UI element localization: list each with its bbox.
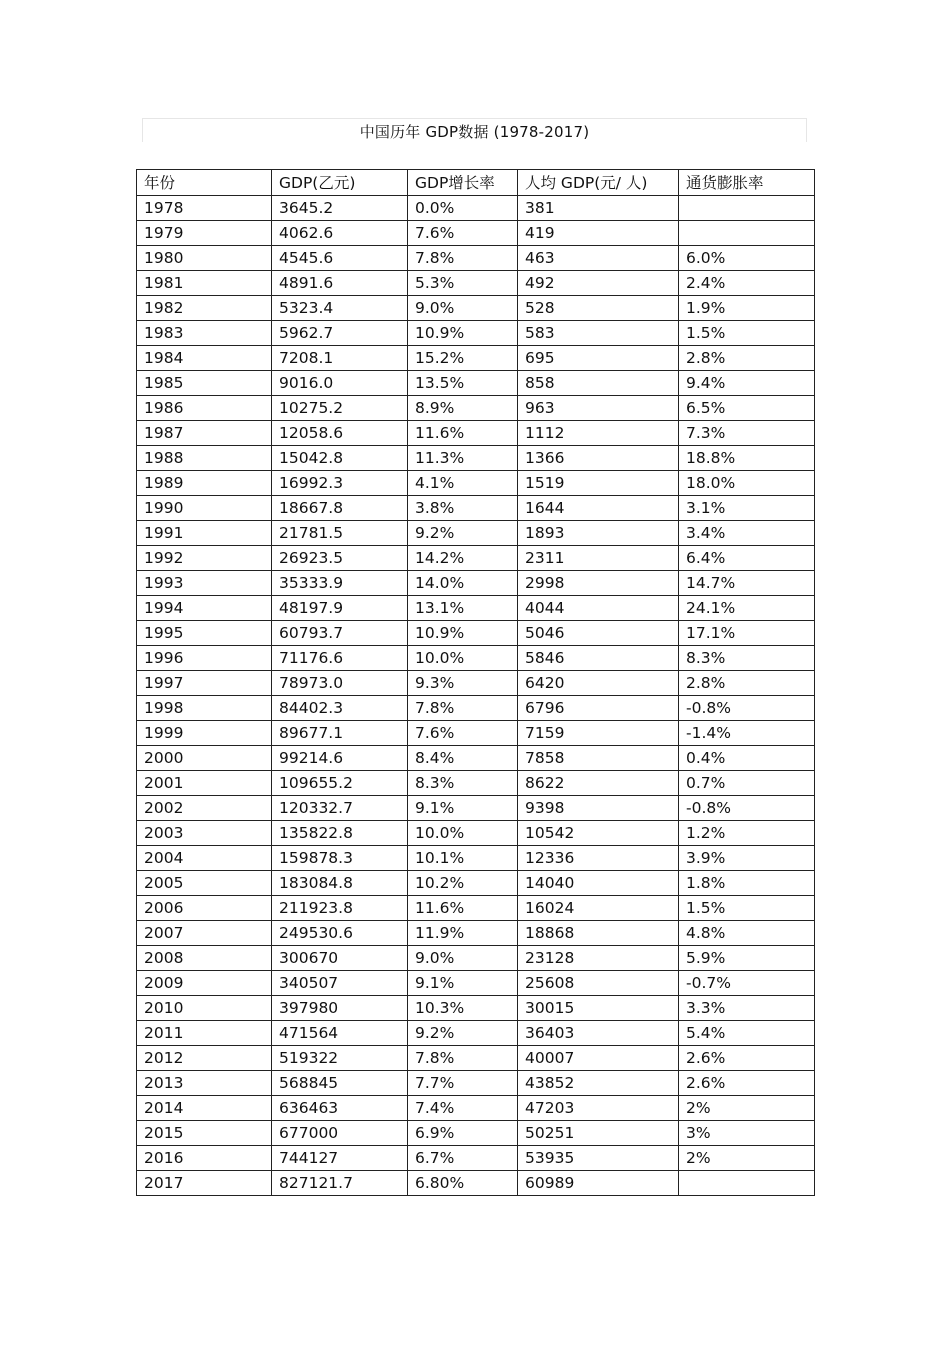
cell-gdp-per-capita: 1893 — [518, 521, 679, 546]
cell-year: 2001 — [137, 771, 272, 796]
cell-year: 2014 — [137, 1096, 272, 1121]
table-row — [137, 546, 815, 571]
cell-gdp-per-capita: 583 — [518, 321, 679, 346]
cell-year: 1996 — [137, 646, 272, 671]
cell-year: 1995 — [137, 621, 272, 646]
cell-gdp: 300670 — [272, 946, 408, 971]
cell-gdp-growth: 7.6% — [408, 721, 518, 746]
cell-year: 1998 — [137, 696, 272, 721]
cell-gdp-per-capita: 30015 — [518, 996, 679, 1021]
cell-gdp-per-capita: 7858 — [518, 746, 679, 771]
cell-gdp: 99214.6 — [272, 746, 408, 771]
cell-inflation: 9.4% — [679, 371, 815, 396]
cell-gdp-growth: 11.6% — [408, 896, 518, 921]
cell-gdp-growth: 4.1% — [408, 471, 518, 496]
cell-gdp: 15042.8 — [272, 446, 408, 471]
table-row — [137, 1046, 815, 1071]
cell-gdp: 26923.5 — [272, 546, 408, 571]
cell-gdp: 109655.2 — [272, 771, 408, 796]
cell-gdp-growth: 9.2% — [408, 521, 518, 546]
cell-inflation: 6.0% — [679, 246, 815, 271]
cell-year: 2004 — [137, 846, 272, 871]
cell-gdp-growth: 10.3% — [408, 996, 518, 1021]
cell-inflation: 14.7% — [679, 571, 815, 596]
table-row — [137, 221, 815, 246]
cell-gdp: 4062.6 — [272, 221, 408, 246]
cell-gdp-growth: 10.2% — [408, 871, 518, 896]
cell-year: 2011 — [137, 1021, 272, 1046]
table-row — [137, 571, 815, 596]
cell-gdp-per-capita: 1644 — [518, 496, 679, 521]
page-title: 中国历年 GDP数据 (1978-2017) — [359, 123, 590, 141]
cell-inflation: 2.6% — [679, 1046, 815, 1071]
header-gdp-growth: GDP增长率 — [408, 170, 518, 196]
cell-gdp-growth: 13.5% — [408, 371, 518, 396]
cell-year: 1984 — [137, 346, 272, 371]
table-row — [137, 296, 815, 321]
table-row — [137, 1071, 815, 1096]
cell-gdp-growth: 14.2% — [408, 546, 518, 571]
cell-year: 1993 — [137, 571, 272, 596]
cell-inflation: 1.5% — [679, 321, 815, 346]
cell-gdp-per-capita: 6796 — [518, 696, 679, 721]
cell-gdp-growth: 9.0% — [408, 946, 518, 971]
cell-gdp: 397980 — [272, 996, 408, 1021]
table-row — [137, 771, 815, 796]
header-inflation: 通货膨胀率 — [679, 170, 815, 196]
cell-gdp: 60793.7 — [272, 621, 408, 646]
cell-year: 1982 — [137, 296, 272, 321]
cell-inflation — [679, 196, 815, 221]
table-row — [137, 896, 815, 921]
cell-gdp-per-capita: 47203 — [518, 1096, 679, 1121]
cell-gdp: 4545.6 — [272, 246, 408, 271]
cell-gdp-per-capita: 14040 — [518, 871, 679, 896]
cell-gdp-per-capita: 695 — [518, 346, 679, 371]
cell-gdp-growth: 7.8% — [408, 696, 518, 721]
cell-inflation: 1.9% — [679, 296, 815, 321]
cell-gdp: 677000 — [272, 1121, 408, 1146]
cell-gdp: 471564 — [272, 1021, 408, 1046]
cell-gdp: 744127 — [272, 1146, 408, 1171]
cell-gdp-growth: 9.1% — [408, 796, 518, 821]
cell-inflation: 3.3% — [679, 996, 815, 1021]
cell-gdp-growth: 10.0% — [408, 821, 518, 846]
cell-year: 1990 — [137, 496, 272, 521]
table-row — [137, 471, 815, 496]
cell-year: 1987 — [137, 421, 272, 446]
cell-gdp-per-capita: 5046 — [518, 621, 679, 646]
header-gdp: GDP(乙元) — [272, 170, 408, 196]
cell-year: 2013 — [137, 1071, 272, 1096]
cell-gdp-growth: 10.0% — [408, 646, 518, 671]
table-row — [137, 721, 815, 746]
cell-year: 1986 — [137, 396, 272, 421]
cell-gdp-per-capita: 18868 — [518, 921, 679, 946]
cell-inflation: -1.4% — [679, 721, 815, 746]
table-row — [137, 596, 815, 621]
cell-gdp-per-capita: 36403 — [518, 1021, 679, 1046]
cell-gdp-per-capita: 2998 — [518, 571, 679, 596]
cell-gdp: 71176.6 — [272, 646, 408, 671]
cell-inflation: 18.0% — [679, 471, 815, 496]
cell-gdp-growth: 5.3% — [408, 271, 518, 296]
cell-gdp: 84402.3 — [272, 696, 408, 721]
table-row — [137, 846, 815, 871]
cell-inflation: 18.8% — [679, 446, 815, 471]
cell-gdp: 10275.2 — [272, 396, 408, 421]
cell-inflation: 17.1% — [679, 621, 815, 646]
table-row — [137, 421, 815, 446]
cell-inflation: 2.6% — [679, 1071, 815, 1096]
cell-gdp: 18667.8 — [272, 496, 408, 521]
title-box — [142, 118, 807, 142]
cell-gdp-growth: 6.80% — [408, 1171, 518, 1196]
cell-gdp: 12058.6 — [272, 421, 408, 446]
cell-inflation: 1.5% — [679, 896, 815, 921]
cell-year: 2002 — [137, 796, 272, 821]
table-row — [137, 1021, 815, 1046]
cell-inflation: 6.5% — [679, 396, 815, 421]
table-row — [137, 621, 815, 646]
cell-inflation — [679, 221, 815, 246]
cell-gdp-growth: 7.7% — [408, 1071, 518, 1096]
table-row — [137, 346, 815, 371]
cell-year: 1980 — [137, 246, 272, 271]
cell-year: 2003 — [137, 821, 272, 846]
cell-inflation: 3.1% — [679, 496, 815, 521]
cell-gdp-growth: 7.4% — [408, 1096, 518, 1121]
cell-year: 1985 — [137, 371, 272, 396]
cell-gdp-growth: 11.6% — [408, 421, 518, 446]
cell-gdp-per-capita: 528 — [518, 296, 679, 321]
cell-gdp: 340507 — [272, 971, 408, 996]
cell-gdp-growth: 7.8% — [408, 246, 518, 271]
cell-gdp-growth: 10.1% — [408, 846, 518, 871]
table-row — [137, 996, 815, 1021]
cell-gdp: 519322 — [272, 1046, 408, 1071]
table-row — [137, 1171, 815, 1196]
cell-gdp: 568845 — [272, 1071, 408, 1096]
cell-gdp-growth: 10.9% — [408, 621, 518, 646]
cell-inflation: 3.9% — [679, 846, 815, 871]
cell-inflation: 0.4% — [679, 746, 815, 771]
cell-inflation: 7.3% — [679, 421, 815, 446]
cell-gdp-per-capita: 5846 — [518, 646, 679, 671]
cell-inflation: 3% — [679, 1121, 815, 1146]
cell-gdp-growth: 9.0% — [408, 296, 518, 321]
cell-year: 2016 — [137, 1146, 272, 1171]
cell-gdp: 120332.7 — [272, 796, 408, 821]
cell-gdp-per-capita: 10542 — [518, 821, 679, 846]
cell-gdp-growth: 0.0% — [408, 196, 518, 221]
table-row — [137, 971, 815, 996]
cell-inflation: 2.8% — [679, 346, 815, 371]
table-row — [137, 796, 815, 821]
cell-inflation: -0.8% — [679, 696, 815, 721]
cell-gdp-growth: 9.3% — [408, 671, 518, 696]
table-row — [137, 696, 815, 721]
cell-gdp-growth: 8.4% — [408, 746, 518, 771]
cell-gdp-growth: 13.1% — [408, 596, 518, 621]
cell-gdp-per-capita: 492 — [518, 271, 679, 296]
cell-gdp: 3645.2 — [272, 196, 408, 221]
cell-gdp-per-capita: 4044 — [518, 596, 679, 621]
cell-inflation: 4.8% — [679, 921, 815, 946]
table-row — [137, 496, 815, 521]
table-row — [137, 1096, 815, 1121]
cell-year: 1992 — [137, 546, 272, 571]
cell-gdp: 5323.4 — [272, 296, 408, 321]
table-header-row — [137, 170, 815, 196]
cell-inflation: -0.7% — [679, 971, 815, 996]
cell-gdp-per-capita: 7159 — [518, 721, 679, 746]
cell-inflation: 0.7% — [679, 771, 815, 796]
cell-year: 1983 — [137, 321, 272, 346]
cell-gdp-per-capita: 1519 — [518, 471, 679, 496]
cell-year: 1994 — [137, 596, 272, 621]
cell-gdp-growth: 9.2% — [408, 1021, 518, 1046]
cell-gdp: 21781.5 — [272, 521, 408, 546]
cell-gdp: 48197.9 — [272, 596, 408, 621]
cell-inflation: 2% — [679, 1096, 815, 1121]
table-row — [137, 746, 815, 771]
table-row — [137, 396, 815, 421]
cell-inflation: 2.4% — [679, 271, 815, 296]
cell-gdp-per-capita: 25608 — [518, 971, 679, 996]
cell-year: 2007 — [137, 921, 272, 946]
table-row — [137, 446, 815, 471]
cell-year: 1978 — [137, 196, 272, 221]
cell-gdp: 5962.7 — [272, 321, 408, 346]
cell-year: 2005 — [137, 871, 272, 896]
cell-year: 1997 — [137, 671, 272, 696]
cell-gdp: 211923.8 — [272, 896, 408, 921]
table-row — [137, 521, 815, 546]
table-row — [137, 246, 815, 271]
cell-inflation: 2% — [679, 1146, 815, 1171]
cell-inflation: -0.8% — [679, 796, 815, 821]
cell-gdp-growth: 7.8% — [408, 1046, 518, 1071]
cell-inflation: 24.1% — [679, 596, 815, 621]
table-row — [137, 921, 815, 946]
cell-year: 1989 — [137, 471, 272, 496]
cell-gdp-per-capita: 60989 — [518, 1171, 679, 1196]
table-body — [137, 196, 815, 1196]
table-row — [137, 1121, 815, 1146]
cell-gdp-per-capita: 381 — [518, 196, 679, 221]
cell-gdp-per-capita: 1366 — [518, 446, 679, 471]
cell-year: 1988 — [137, 446, 272, 471]
cell-inflation: 1.2% — [679, 821, 815, 846]
cell-inflation: 3.4% — [679, 521, 815, 546]
cell-gdp-growth: 11.9% — [408, 921, 518, 946]
cell-year: 1999 — [137, 721, 272, 746]
cell-inflation: 6.4% — [679, 546, 815, 571]
cell-gdp-growth: 6.9% — [408, 1121, 518, 1146]
cell-gdp-growth: 9.1% — [408, 971, 518, 996]
cell-gdp-growth: 6.7% — [408, 1146, 518, 1171]
cell-gdp: 636463 — [272, 1096, 408, 1121]
cell-gdp: 4891.6 — [272, 271, 408, 296]
gdp-table — [136, 169, 815, 1196]
header-gdp-per-capita: 人均 GDP(元/ 人) — [518, 170, 679, 196]
cell-gdp-per-capita: 6420 — [518, 671, 679, 696]
cell-gdp-per-capita: 419 — [518, 221, 679, 246]
cell-gdp: 9016.0 — [272, 371, 408, 396]
cell-gdp: 78973.0 — [272, 671, 408, 696]
cell-gdp-per-capita: 16024 — [518, 896, 679, 921]
cell-gdp-growth: 15.2% — [408, 346, 518, 371]
cell-year: 2012 — [137, 1046, 272, 1071]
cell-inflation: 5.9% — [679, 946, 815, 971]
table-row — [137, 671, 815, 696]
cell-year: 2008 — [137, 946, 272, 971]
cell-year: 2006 — [137, 896, 272, 921]
table-row — [137, 646, 815, 671]
cell-year: 2017 — [137, 1171, 272, 1196]
cell-gdp-per-capita: 40007 — [518, 1046, 679, 1071]
cell-gdp-growth: 8.3% — [408, 771, 518, 796]
cell-gdp: 159878.3 — [272, 846, 408, 871]
cell-gdp-growth: 8.9% — [408, 396, 518, 421]
cell-year: 1991 — [137, 521, 272, 546]
cell-gdp: 89677.1 — [272, 721, 408, 746]
cell-gdp-per-capita: 858 — [518, 371, 679, 396]
cell-gdp: 135822.8 — [272, 821, 408, 846]
cell-gdp-per-capita: 1112 — [518, 421, 679, 446]
table-row — [137, 1146, 815, 1171]
cell-gdp-growth: 10.9% — [408, 321, 518, 346]
cell-gdp-per-capita: 8622 — [518, 771, 679, 796]
header-year: 年份 — [137, 170, 272, 196]
table-row — [137, 321, 815, 346]
cell-gdp-growth: 14.0% — [408, 571, 518, 596]
cell-gdp-per-capita: 12336 — [518, 846, 679, 871]
cell-year: 2015 — [137, 1121, 272, 1146]
cell-gdp-per-capita: 53935 — [518, 1146, 679, 1171]
table-row — [137, 196, 815, 221]
cell-gdp: 827121.7 — [272, 1171, 408, 1196]
cell-gdp: 183084.8 — [272, 871, 408, 896]
table-row — [137, 371, 815, 396]
cell-gdp: 7208.1 — [272, 346, 408, 371]
cell-gdp-growth: 11.3% — [408, 446, 518, 471]
cell-gdp-per-capita: 9398 — [518, 796, 679, 821]
cell-year: 2009 — [137, 971, 272, 996]
cell-inflation: 5.4% — [679, 1021, 815, 1046]
cell-inflation: 1.8% — [679, 871, 815, 896]
cell-gdp-per-capita: 2311 — [518, 546, 679, 571]
cell-inflation — [679, 1171, 815, 1196]
cell-gdp-per-capita: 23128 — [518, 946, 679, 971]
table-row — [137, 271, 815, 296]
cell-gdp: 16992.3 — [272, 471, 408, 496]
cell-year: 1981 — [137, 271, 272, 296]
table-row — [137, 871, 815, 896]
cell-year: 1979 — [137, 221, 272, 246]
cell-gdp: 35333.9 — [272, 571, 408, 596]
cell-gdp-growth: 7.6% — [408, 221, 518, 246]
cell-year: 2010 — [137, 996, 272, 1021]
table-row — [137, 946, 815, 971]
table-row — [137, 821, 815, 846]
cell-gdp-per-capita: 463 — [518, 246, 679, 271]
cell-gdp-per-capita: 43852 — [518, 1071, 679, 1096]
cell-inflation: 8.3% — [679, 646, 815, 671]
cell-year: 2000 — [137, 746, 272, 771]
cell-gdp-growth: 3.8% — [408, 496, 518, 521]
cell-gdp: 249530.6 — [272, 921, 408, 946]
cell-gdp-per-capita: 963 — [518, 396, 679, 421]
cell-gdp-per-capita: 50251 — [518, 1121, 679, 1146]
cell-inflation: 2.8% — [679, 671, 815, 696]
